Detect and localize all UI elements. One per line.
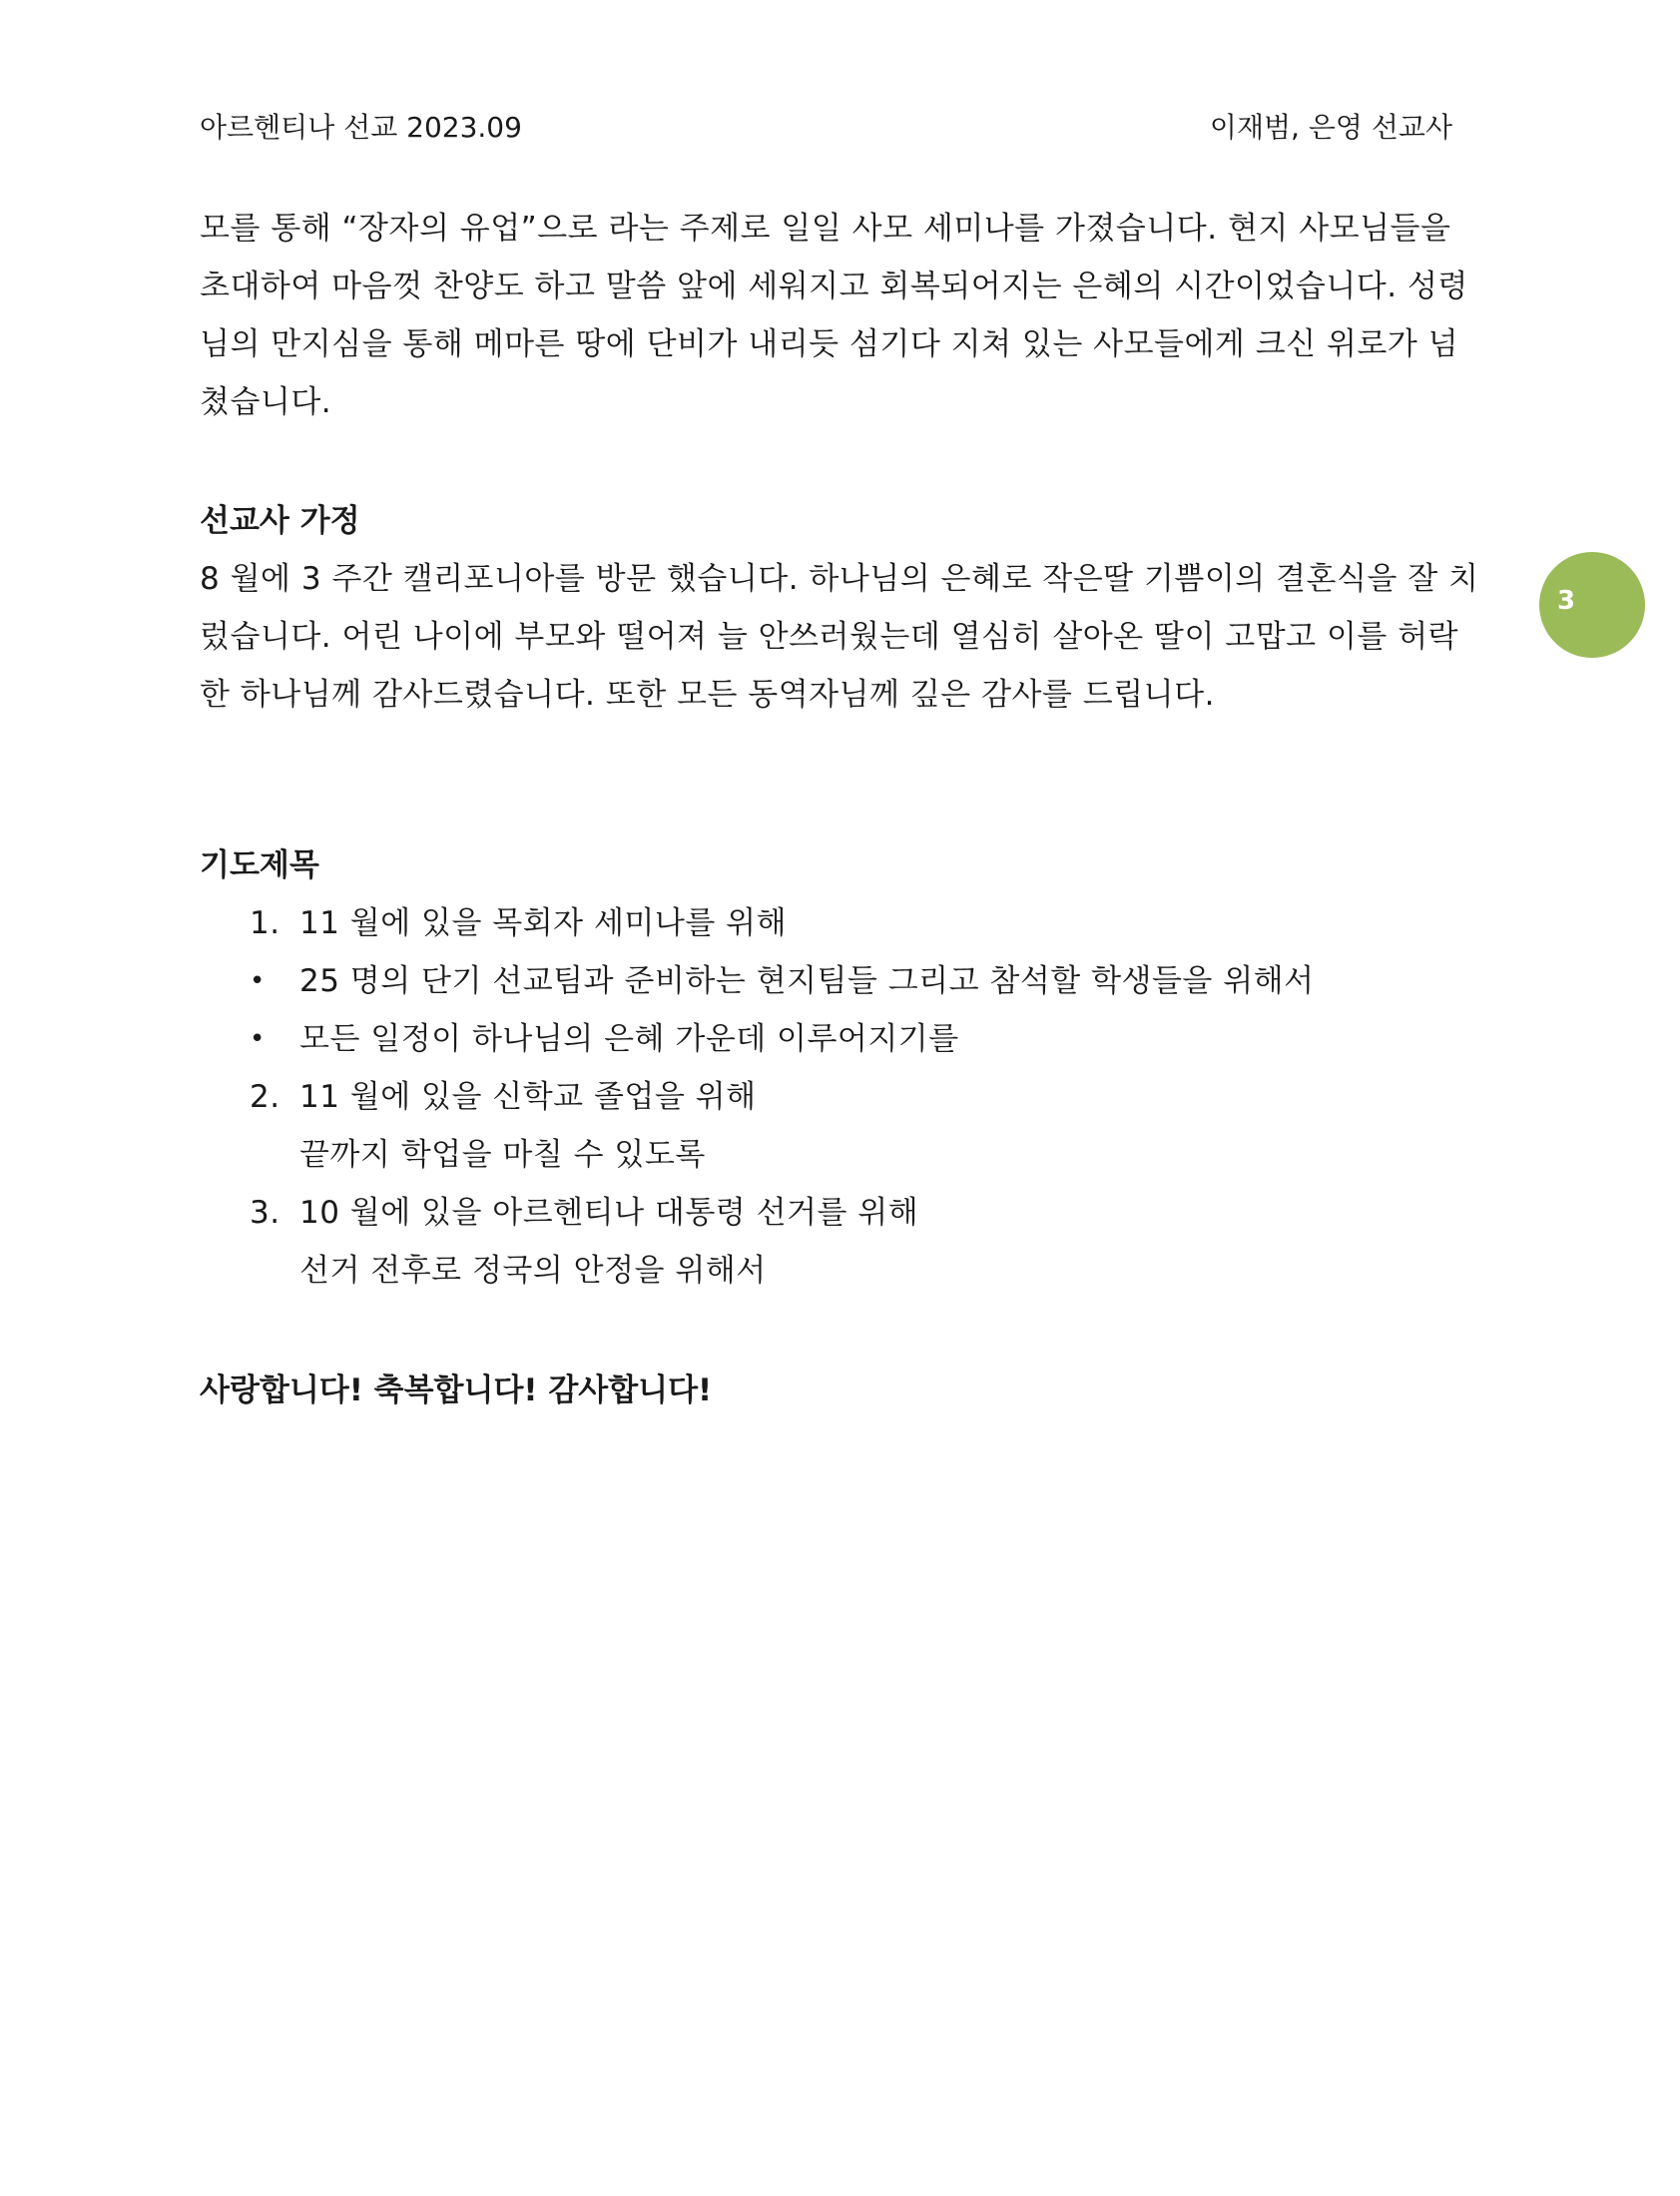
- section-title-missionary-family: 선교사 가정: [200, 503, 360, 539]
- list-item-text: 25 명의 단기 선교팀과 준비하는 현지팀들 그리고 참석할 학생들을 위해서: [299, 963, 1315, 999]
- list-item: [200, 894, 1487, 952]
- page-number: 3: [1556, 586, 1576, 616]
- section-title-prayer-requests: 기도제목: [200, 847, 319, 883]
- list-item: [200, 1242, 1487, 1300]
- list-item-text: 모든 일정이 하나님의 은혜 가운데 이루어지기를: [299, 1021, 959, 1057]
- list-item-text: 11 월에 있을 신학교 졸업을 위해: [299, 1079, 757, 1115]
- header-title: 아르헨티나 선교 2023.09: [200, 111, 522, 144]
- page-number-badge: [1539, 552, 1645, 658]
- list-item-text: 끝까지 학업을 마칠 수 있도록: [299, 1137, 706, 1173]
- list-item: [200, 1010, 1487, 1068]
- closing-message: 사랑합니다! 축복합니다! 감사합니다!: [200, 1372, 713, 1408]
- paragraph-seminar: 모를 통해 “장자의 유업”으로 라는 주제로 일일 사모 세미나를 가졌습니다. 현지 사모님들을 초대하여 마음껏 찬양도 하고 말씀 앞에 세워지고 회복되어지는 은혜의 시간이었습니다. 성령님의 만지심을 통해 메마른 땅에 단비가 내리듯 섬기다 지쳐 있는 사모들에게 크신 위로가 넘쳤습니다.: [200, 211, 1468, 420]
- bullet-icon: •: [250, 966, 266, 996]
- list-item-text: 11 월에 있을 목회자 세미나를 위해: [299, 905, 788, 941]
- list-item-text: 10 월에 있을 아르헨티나 대통령 선거를 위해: [299, 1195, 919, 1231]
- header-authors: 이재범, 은영 선교사: [1209, 111, 1452, 144]
- list-item: [200, 1126, 1487, 1184]
- list-marker: 3.: [250, 1195, 280, 1231]
- list-item: [200, 1068, 1487, 1126]
- bullet-icon: •: [250, 1024, 266, 1054]
- list-item-text: 선거 전후로 정국의 안정을 위해서: [299, 1253, 767, 1289]
- paragraph-missionary-family: 8 월에 3 주간 캘리포니아를 방문 했습니다. 하나님의 은혜로 작은딸 기쁨이의 결혼식을 잘 치렀습니다. 어린 나이에 부모와 떨어져 늘 안쓰러웠는데 열심히 살아온 딸이 고맙고 이를 허락한 하나님께 감사드렸습니다. 또한 모든 동역자님께 깊은 감사를 드립니다.: [200, 561, 1479, 713]
- list-marker: 2.: [250, 1079, 280, 1115]
- list-item: [200, 1184, 1487, 1242]
- list-item: [200, 952, 1487, 1010]
- prayer-request-list: [200, 894, 1487, 1300]
- list-marker: 1.: [250, 905, 280, 941]
